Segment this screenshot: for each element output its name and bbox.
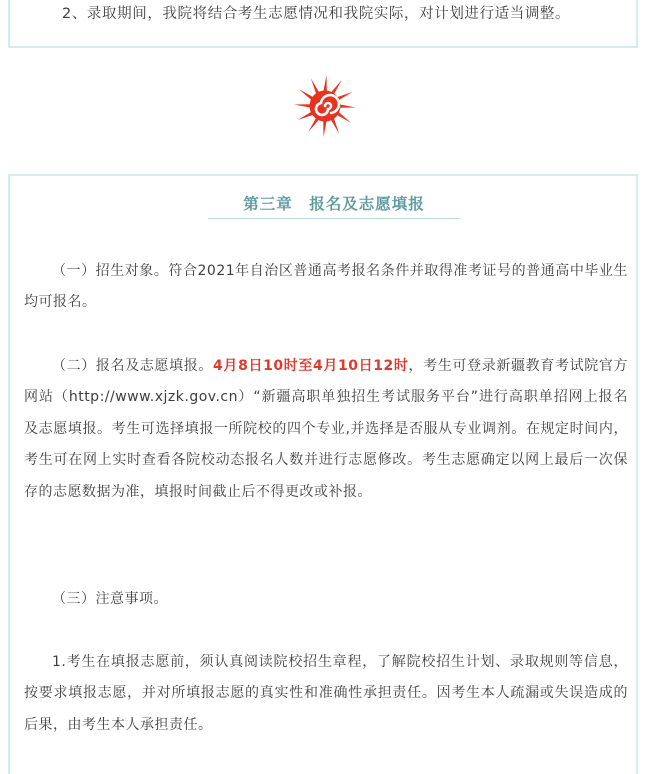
registration-body: ，考生可登录新疆教育考试院官方网站（http://www.xjzk.gov.cn）“新疆高职单独招生考试服务平台”进行高职单招网上报名及志愿填报。考生可选择填报一所院校的四个专业,并选择是否服从专业调剂。在规定时间内，考生可在网上实时查看各院校动态报名人数并进行志愿修改。考生志愿确定以网上最后一次保存的志愿数据为准，填报时间截止后不得更改或补报。	[24, 358, 629, 500]
chapter3-box	[8, 174, 638, 774]
registration-lead: （二）报名及志愿填报。	[52, 358, 214, 374]
previous-section-box	[8, 0, 638, 48]
paragraph-notes-heading: （三）注意事项。	[52, 591, 168, 607]
sun-spiral-icon	[286, 70, 364, 142]
chapter-title-underline	[208, 218, 460, 219]
paragraph-registration	[24, 351, 628, 508]
admission-adjustment-note: 2、录取期间，我院将结合考生志愿情况和我院实际，对计划进行适当调整。	[62, 6, 571, 22]
chapter-title: 第三章 报名及志愿填报	[243, 195, 425, 213]
paragraph-note-1: 1.考生在填报志愿前，须认真阅读院校招生章程，了解院校招生计划、录取规则等信息，按要求填报志愿，并对所填报志愿的真实性和准确性承担责任。因考生本人疏漏或失误造成的后果，由考生本人承担责任。	[24, 654, 628, 733]
paragraph-eligibility: （一）招生对象。符合2021年自治区普通高考报名条件并取得准考证号的普通高中毕业生均可报名。	[24, 263, 628, 311]
registration-time-highlight: 4月8日10时至4月10日12时	[213, 358, 409, 374]
